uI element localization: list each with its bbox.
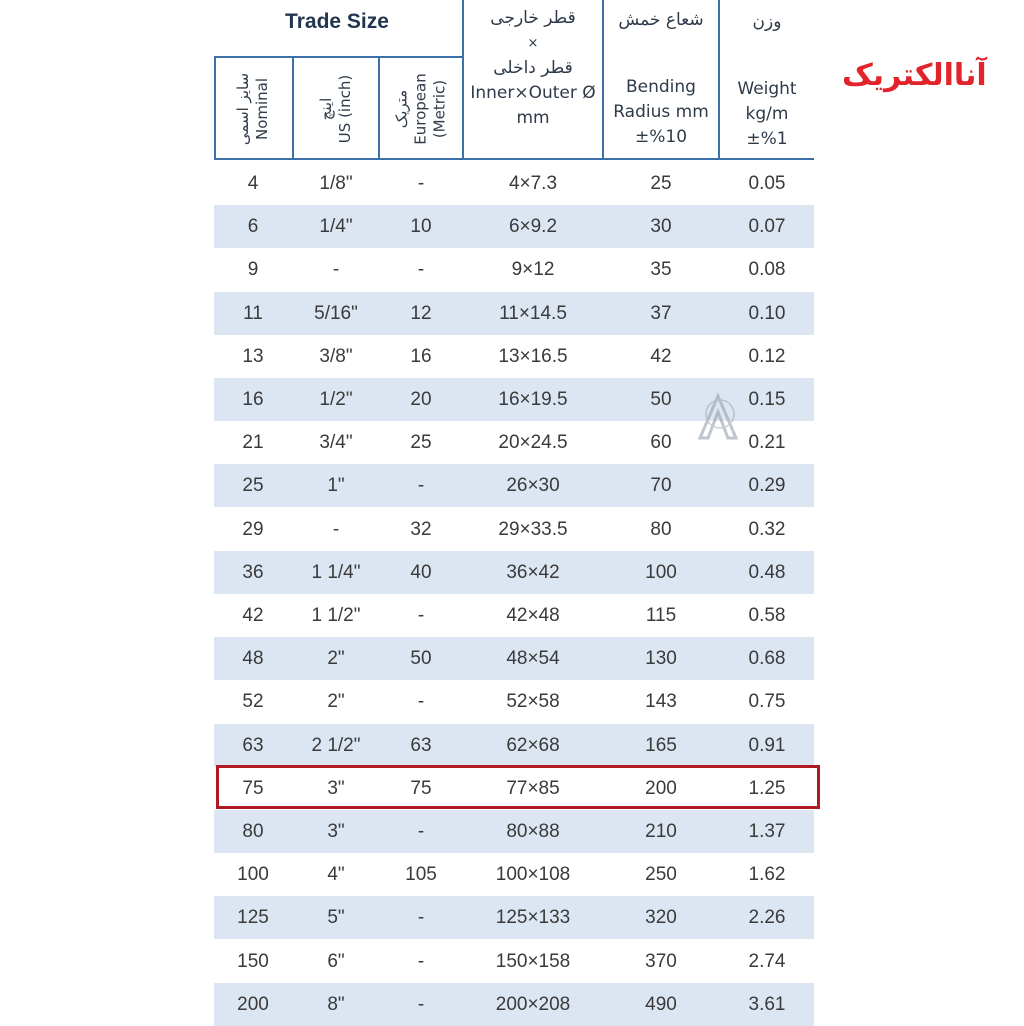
cell-weight: 0.21	[748, 432, 786, 454]
cell-metric: 20	[410, 389, 432, 410]
cell-nominal: 4	[247, 173, 259, 194]
cell-nominal: 200	[237, 993, 269, 1015]
cell-diam: 9×12	[511, 259, 555, 281]
table-row	[214, 853, 814, 896]
cell-nominal: 9	[247, 259, 259, 281]
cell-diam: 200×208	[495, 993, 571, 1015]
cell-metric: 63	[410, 734, 432, 756]
table-row	[214, 680, 814, 723]
cell-metric: 75	[410, 777, 432, 799]
cell-us: 1/4"	[319, 216, 353, 238]
cell-bend: 143	[645, 691, 677, 713]
cell-diam: 13×16.5	[498, 345, 568, 367]
cell-diam: 80×88	[506, 821, 560, 842]
cell-metric: -	[417, 907, 425, 929]
cell-diam: 100×108	[495, 864, 571, 886]
cell-metric: 105	[405, 864, 437, 886]
cell-diam: 6×9.2	[508, 216, 558, 238]
cell-nominal: 29	[242, 518, 264, 540]
cell-diam: 29×33.5	[498, 518, 568, 540]
cell-diam: 16×19.5	[498, 389, 568, 410]
cell-metric: -	[417, 605, 425, 626]
cell-us: 2"	[327, 691, 345, 713]
cell-nominal: 80	[242, 821, 264, 842]
cell-diam: 20×24.5	[498, 432, 568, 454]
cell-metric: 16	[410, 345, 432, 367]
cell-nominal: 25	[242, 475, 264, 497]
cell-bend: 70	[650, 475, 672, 497]
cell-metric: 32	[410, 518, 432, 540]
table-row	[214, 248, 814, 291]
company-logo: آناالکتریک	[842, 58, 987, 93]
cell-bend: 35	[650, 259, 672, 281]
cell-diam: 150×158	[495, 950, 571, 972]
table-row	[214, 162, 814, 205]
cell-diam: 42×48	[506, 605, 560, 626]
cell-weight: 0.91	[748, 734, 786, 756]
cell-nominal: 16	[242, 389, 264, 410]
table-row	[214, 335, 814, 378]
cell-weight: 0.05	[748, 173, 786, 194]
cell-us: 4"	[327, 864, 345, 886]
cell-bend: 210	[645, 821, 677, 842]
cell-diam: 36×42	[506, 561, 560, 583]
cell-bend: 200	[645, 777, 677, 799]
cell-metric: -	[417, 691, 425, 713]
table-row	[214, 724, 814, 767]
cell-us: -	[332, 518, 340, 540]
cell-us: 6"	[327, 950, 345, 972]
cell-us: 5/16"	[314, 302, 358, 324]
table-row	[214, 896, 814, 939]
table-row	[214, 983, 814, 1026]
cell-weight: 2.74	[748, 950, 786, 972]
cell-bend: 42	[650, 345, 672, 367]
cell-bend: 320	[645, 907, 677, 929]
cell-bend: 25	[650, 173, 672, 194]
watermark-icon	[690, 390, 746, 446]
cell-us: 1 1/2"	[311, 605, 361, 626]
cell-weight: 3.61	[748, 993, 786, 1015]
cell-metric: 40	[410, 561, 432, 583]
table-row	[214, 205, 814, 248]
cell-nominal: 13	[242, 345, 264, 367]
cell-bend: 37	[650, 302, 672, 324]
cell-diam: 125×133	[495, 907, 571, 929]
cell-diam: 77×85	[506, 777, 560, 799]
cell-nominal: 150	[237, 950, 269, 972]
cell-nominal: 6	[247, 216, 259, 238]
cell-metric: -	[417, 950, 425, 972]
header-divider	[214, 56, 462, 58]
trade-size-heading: Trade Size	[285, 10, 389, 33]
cell-diam: 11×14.5	[499, 302, 567, 324]
cell-weight: 0.10	[748, 302, 786, 324]
cell-diam: 62×68	[506, 734, 560, 756]
cell-nominal: 36	[242, 561, 264, 583]
diameter-header: قطر خارجی × قطر داخلی Inner×Outer Ø mm	[470, 8, 596, 128]
cell-metric: -	[417, 993, 425, 1015]
cell-us: 8"	[327, 993, 345, 1015]
cell-us: 1/8"	[319, 173, 353, 194]
cell-bend: 80	[650, 518, 672, 540]
cell-us: 1/2"	[319, 389, 353, 410]
cell-weight: 1.25	[748, 777, 786, 799]
cell-us: 3/4"	[319, 432, 353, 454]
table-row	[214, 551, 814, 594]
cell-bend: 490	[645, 993, 677, 1015]
cell-us: 2"	[327, 648, 345, 670]
cell-us: 3"	[327, 777, 345, 799]
cell-weight: 0.08	[748, 259, 786, 281]
cell-nominal: 42	[242, 605, 264, 626]
metric-header: متریک European (Metric)	[392, 73, 449, 145]
cell-us: 2 1/2"	[311, 734, 361, 756]
cell-bend: 100	[645, 561, 677, 583]
table-row	[214, 508, 814, 551]
cell-nominal: 48	[242, 648, 264, 670]
cell-weight: 2.26	[748, 907, 786, 929]
cell-nominal: 52	[242, 691, 264, 713]
cell-bend: 250	[645, 864, 677, 886]
table-row	[214, 292, 814, 335]
cell-weight: 0.15	[748, 389, 786, 410]
cell-weight: 0.68	[748, 648, 786, 670]
table-row	[214, 464, 814, 507]
cell-us: 1"	[327, 475, 345, 497]
bending-radius-header: شعاع خمش Bending Radius mm ±%10	[613, 10, 709, 147]
cell-metric: 12	[410, 302, 432, 324]
cell-us: 1 1/4"	[311, 561, 361, 583]
cell-weight: 0.29	[748, 475, 786, 497]
table-row	[214, 810, 814, 853]
us-inch-header: اینچ US (inch)	[317, 74, 354, 144]
cell-nominal: 125	[237, 907, 269, 929]
cell-metric: -	[417, 821, 425, 842]
table-row	[214, 940, 814, 983]
cell-metric: 50	[410, 648, 432, 670]
cell-weight: 0.07	[748, 216, 786, 238]
cell-weight: 0.12	[748, 345, 786, 367]
table-row	[214, 594, 814, 637]
table-row	[214, 637, 814, 680]
highlighted-row-frame	[216, 765, 820, 809]
cell-nominal: 63	[242, 734, 264, 756]
cell-us: -	[332, 259, 340, 281]
cell-bend: 370	[645, 950, 677, 972]
cell-metric: 25	[410, 432, 432, 454]
cell-metric: -	[417, 259, 425, 281]
cell-diam: 48×54	[506, 648, 560, 670]
cell-diam: 26×30	[506, 475, 560, 497]
cell-nominal: 100	[237, 864, 269, 886]
cell-weight: 0.48	[748, 561, 786, 583]
cell-weight: 0.75	[748, 691, 786, 713]
cell-us: 3/8"	[319, 345, 353, 367]
cell-bend: 60	[650, 432, 672, 454]
cell-bend: 30	[650, 216, 672, 238]
cell-nominal: 21	[242, 432, 264, 454]
table-header	[214, 0, 814, 160]
weight-header: وزن Weight kg/m ±%1	[737, 12, 797, 149]
cell-weight: 1.37	[748, 821, 786, 842]
cell-weight: 1.62	[748, 864, 786, 886]
cell-diam: 4×7.3	[508, 173, 558, 194]
cell-metric: -	[417, 475, 425, 497]
cell-metric: -	[417, 173, 425, 194]
cell-us: 3"	[327, 821, 345, 842]
nominal-header: سایز اسمی Nominal	[234, 72, 271, 146]
cell-nominal: 75	[242, 777, 264, 799]
cell-bend: 165	[645, 734, 677, 756]
cell-us: 5"	[327, 907, 345, 929]
cell-weight: 0.32	[748, 518, 786, 540]
cell-diam: 52×58	[506, 691, 560, 713]
cell-bend: 130	[645, 648, 677, 670]
cell-weight: 0.58	[748, 605, 786, 626]
cell-nominal: 11	[243, 302, 263, 324]
cell-bend: 50	[650, 389, 672, 410]
cell-bend: 115	[645, 605, 677, 626]
cell-metric: 10	[410, 216, 432, 238]
